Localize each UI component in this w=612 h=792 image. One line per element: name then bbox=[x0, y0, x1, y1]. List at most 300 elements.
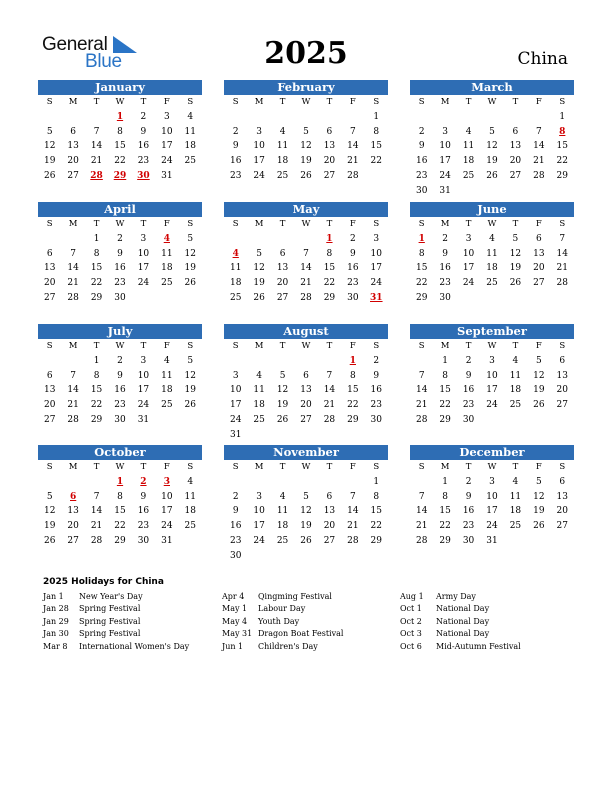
calendar-day: 6 bbox=[303, 370, 309, 381]
calendar-day: 16 bbox=[347, 263, 359, 274]
calendar-day: 27 bbox=[43, 292, 56, 303]
day-grid bbox=[38, 460, 202, 549]
weekday-label: T bbox=[326, 462, 333, 472]
calendar-day: 14 bbox=[347, 141, 359, 152]
calendar-day: 22 bbox=[370, 156, 382, 167]
weekday-label: T bbox=[512, 462, 519, 472]
holiday-name: National Day bbox=[436, 629, 490, 639]
calendar-day: 26 bbox=[184, 400, 196, 411]
calendar-day: 26 bbox=[533, 521, 545, 532]
calendar-day: 25 bbox=[276, 170, 289, 181]
calendar-day: 30 bbox=[415, 185, 428, 196]
calendar-day: 4 bbox=[279, 491, 286, 502]
calendar-day: 8 bbox=[117, 491, 123, 502]
weekday-label: F bbox=[163, 97, 170, 107]
calendar-day: 19 bbox=[276, 400, 289, 411]
calendar-day: 22 bbox=[439, 400, 451, 411]
calendar-day: 4 bbox=[512, 476, 519, 487]
weekday-label: W bbox=[301, 97, 311, 107]
calendar-day: 29 bbox=[347, 414, 359, 425]
calendar-day: 23 bbox=[137, 521, 150, 532]
weekday-label: S bbox=[187, 97, 194, 107]
calendar-day: 3 bbox=[140, 355, 147, 366]
calendar-day: 8 bbox=[326, 248, 333, 259]
calendar-day: 9 bbox=[232, 506, 239, 517]
calendar-day: 7 bbox=[535, 126, 542, 137]
calendar-day: 11 bbox=[184, 126, 196, 137]
weekday-label: T bbox=[465, 462, 472, 472]
calendar-day: 10 bbox=[137, 248, 150, 259]
empty-day bbox=[341, 475, 364, 490]
calendar-day: 6 bbox=[559, 355, 566, 366]
calendar-day: 10 bbox=[370, 248, 382, 259]
calendar-day: 16 bbox=[229, 521, 242, 532]
calendar-day: 6 bbox=[326, 126, 333, 137]
calendar-day: 19 bbox=[43, 156, 56, 167]
weekday-label: M bbox=[68, 462, 78, 472]
calendar-day: 12 bbox=[276, 385, 289, 396]
calendar-day: 6 bbox=[559, 476, 566, 487]
calendar-day: 18 bbox=[161, 263, 173, 274]
calendar-day: 1 bbox=[373, 476, 380, 487]
calendar-day: 30 bbox=[462, 535, 475, 546]
calendar-day: 1 bbox=[93, 355, 100, 366]
calendar-day: 17 bbox=[253, 156, 265, 167]
calendar-day: 30 bbox=[439, 292, 451, 303]
holiday-day: 28 bbox=[90, 170, 103, 181]
calendar-day: 6 bbox=[279, 248, 286, 259]
calendar-day: 19 bbox=[43, 521, 56, 532]
calendar-day: 22 bbox=[556, 156, 568, 167]
calendar-day: 11 bbox=[486, 248, 498, 259]
calendar-day: 28 bbox=[533, 170, 545, 181]
calendar-day: 12 bbox=[43, 506, 56, 517]
page-title: 2025 bbox=[264, 36, 348, 71]
calendar-day: 10 bbox=[253, 506, 265, 517]
calendar-day: 27 bbox=[43, 414, 56, 425]
calendar-day: 28 bbox=[323, 414, 336, 425]
calendar-day: 23 bbox=[137, 156, 150, 167]
calendar-day: 5 bbox=[46, 126, 53, 137]
calendar-day: 7 bbox=[326, 370, 333, 381]
empty-day bbox=[38, 475, 61, 490]
month-header: November bbox=[224, 445, 388, 460]
calendar-day: 3 bbox=[373, 233, 380, 244]
calendar-day: 26 bbox=[486, 170, 498, 181]
calendar-day: 22 bbox=[439, 521, 451, 532]
holiday-row bbox=[222, 628, 343, 640]
weekday-label: S bbox=[418, 462, 425, 472]
calendar-day: 18 bbox=[509, 385, 522, 396]
weekday-label: W bbox=[301, 341, 311, 351]
calendar-day: 15 bbox=[370, 506, 382, 517]
day-grid bbox=[38, 339, 202, 428]
holiday-date: Oct 2 bbox=[400, 616, 422, 626]
calendar-day: 15 bbox=[556, 141, 568, 152]
calendar-day: 5 bbox=[535, 476, 542, 487]
calendar-day: 27 bbox=[556, 521, 568, 532]
empty-day bbox=[457, 110, 480, 125]
weekday-label: W bbox=[115, 97, 125, 107]
weekday-label: F bbox=[535, 219, 542, 229]
calendar-day: 11 bbox=[509, 370, 522, 381]
empty-day bbox=[61, 354, 84, 369]
calendar-day: 30 bbox=[370, 414, 382, 425]
calendar-day: 13 bbox=[509, 141, 522, 152]
month-header: February bbox=[224, 80, 388, 95]
weekday-label: S bbox=[46, 341, 53, 351]
calendar-day: 19 bbox=[300, 521, 312, 532]
calendar-day: 3 bbox=[442, 126, 448, 137]
weekday-label: W bbox=[115, 462, 125, 472]
calendar-day: 21 bbox=[556, 263, 568, 274]
calendar-day: 23 bbox=[462, 400, 475, 411]
empty-day bbox=[38, 354, 61, 369]
weekday-label: M bbox=[440, 219, 450, 229]
holiday-name: Qingming Festival bbox=[258, 592, 332, 601]
weekday-label: T bbox=[140, 219, 147, 229]
calendar-day: 13 bbox=[67, 506, 79, 517]
calendar-day: 26 bbox=[43, 535, 56, 546]
calendar-day: 15 bbox=[347, 385, 359, 396]
calendar-day: 17 bbox=[462, 263, 475, 274]
calendar-day: 25 bbox=[161, 278, 173, 289]
calendar-day: 16 bbox=[370, 385, 382, 396]
holiday-name: Children's Day bbox=[258, 641, 318, 651]
holiday-row bbox=[400, 628, 521, 640]
weekday-label: F bbox=[535, 97, 542, 107]
weekday-label: M bbox=[254, 219, 264, 229]
calendar-day: 8 bbox=[442, 370, 448, 381]
empty-day bbox=[318, 354, 341, 369]
calendar-day: 26 bbox=[184, 278, 196, 289]
calendar-day: 2 bbox=[373, 355, 380, 366]
calendar-day: 28 bbox=[347, 535, 359, 546]
calendar-day: 24 bbox=[137, 400, 150, 411]
calendar-day: 14 bbox=[323, 385, 336, 396]
calendar-day: 22 bbox=[114, 521, 126, 532]
weekday-label: F bbox=[349, 341, 356, 351]
weekday-label: M bbox=[440, 462, 450, 472]
calendar-day: 9 bbox=[442, 248, 448, 259]
calendar-day: 23 bbox=[462, 521, 475, 532]
calendar-day: 3 bbox=[489, 355, 495, 366]
calendar-day: 14 bbox=[415, 506, 428, 517]
month-header: August bbox=[224, 324, 388, 339]
weekday-label: W bbox=[301, 462, 311, 472]
calendar-day: 18 bbox=[253, 400, 265, 411]
holiday-row bbox=[222, 603, 343, 615]
calendar-day: 30 bbox=[462, 414, 475, 425]
calendar-day: 3 bbox=[465, 233, 472, 244]
weekday-label: T bbox=[465, 219, 472, 229]
calendar-day: 16 bbox=[462, 506, 475, 517]
calendar-day: 17 bbox=[137, 263, 150, 274]
calendar-day: 22 bbox=[114, 156, 126, 167]
weekday-label: W bbox=[115, 219, 125, 229]
weekday-label: T bbox=[512, 97, 519, 107]
calendar-day: 17 bbox=[439, 156, 451, 167]
calendar-day: 20 bbox=[300, 400, 312, 411]
month-header: May bbox=[224, 202, 388, 217]
holiday-name: National Day bbox=[436, 616, 490, 626]
empty-day bbox=[61, 475, 84, 490]
calendar-day: 6 bbox=[326, 491, 333, 502]
calendar-day: 30 bbox=[347, 292, 359, 303]
holiday-day: 1 bbox=[326, 233, 333, 244]
day-grid bbox=[224, 460, 388, 564]
weekday-label: T bbox=[279, 219, 286, 229]
holiday-date: Oct 1 bbox=[400, 604, 422, 614]
calendar-day: 13 bbox=[276, 263, 289, 274]
calendar-day: 25 bbox=[229, 292, 242, 303]
calendar-day: 10 bbox=[161, 491, 173, 502]
calendar-day: 16 bbox=[114, 263, 126, 274]
calendar-day: 27 bbox=[533, 278, 545, 289]
empty-day bbox=[247, 232, 270, 247]
calendar-day: 3 bbox=[163, 111, 170, 122]
holiday-row bbox=[43, 616, 189, 628]
weekday-label: F bbox=[535, 462, 542, 472]
holidays-title: 2025 Holidays for China bbox=[43, 577, 164, 587]
weekday-label: M bbox=[68, 341, 78, 351]
calendar-day: 10 bbox=[161, 126, 173, 137]
calendar-day: 16 bbox=[137, 141, 150, 152]
calendar-day: 4 bbox=[465, 126, 472, 137]
calendar-day: 11 bbox=[253, 385, 265, 396]
holiday-row bbox=[400, 603, 521, 615]
calendar-day: 11 bbox=[462, 141, 475, 152]
holiday-row bbox=[43, 591, 189, 603]
empty-day bbox=[433, 110, 456, 125]
calendar-day: 7 bbox=[303, 248, 309, 259]
calendar-day: 2 bbox=[465, 355, 472, 366]
day-grid bbox=[224, 95, 388, 184]
calendar-day: 25 bbox=[184, 521, 196, 532]
holiday-row bbox=[400, 591, 521, 603]
calendar-day: 12 bbox=[509, 248, 522, 259]
logo-blue-text: Blue bbox=[85, 51, 122, 72]
calendar-day: 24 bbox=[137, 278, 150, 289]
weekday-label: S bbox=[187, 462, 194, 472]
calendar-day: 25 bbox=[509, 400, 522, 411]
calendar-day: 17 bbox=[161, 506, 173, 517]
empty-day bbox=[247, 110, 270, 125]
day-grid bbox=[410, 95, 574, 199]
calendar-day: 6 bbox=[46, 370, 53, 381]
calendar-day: 1 bbox=[442, 355, 448, 366]
month-october bbox=[38, 445, 202, 549]
calendar-day: 5 bbox=[489, 126, 495, 137]
calendar-day: 7 bbox=[93, 126, 100, 137]
empty-day bbox=[38, 232, 61, 247]
weekday-label: T bbox=[93, 462, 100, 472]
holiday-day: 1 bbox=[418, 233, 425, 244]
holiday-name: Spring Festival bbox=[79, 616, 141, 626]
calendar-day: 17 bbox=[370, 263, 382, 274]
holiday-date: Jan 29 bbox=[43, 616, 69, 626]
calendar-day: 10 bbox=[439, 141, 451, 152]
calendar-day: 18 bbox=[184, 506, 196, 517]
calendar-day: 25 bbox=[462, 170, 475, 181]
calendar-day: 27 bbox=[276, 292, 289, 303]
calendar-day: 9 bbox=[418, 141, 425, 152]
empty-day bbox=[294, 354, 317, 369]
calendar-day: 28 bbox=[90, 535, 103, 546]
calendar-day: 5 bbox=[187, 355, 194, 366]
weekday-label: F bbox=[349, 97, 356, 107]
empty-day bbox=[271, 232, 294, 247]
calendar-day: 18 bbox=[462, 156, 475, 167]
month-header: July bbox=[38, 324, 202, 339]
calendar-day: 17 bbox=[161, 141, 173, 152]
calendar-day: 14 bbox=[90, 141, 103, 152]
empty-day bbox=[410, 354, 433, 369]
day-grid bbox=[38, 217, 202, 306]
month-header: September bbox=[410, 324, 574, 339]
calendar-day: 14 bbox=[67, 263, 79, 274]
calendar-day: 25 bbox=[253, 414, 265, 425]
empty-day bbox=[85, 475, 108, 490]
calendar-day: 24 bbox=[161, 521, 173, 532]
calendar-day: 29 bbox=[439, 535, 451, 546]
calendar-day: 31 bbox=[137, 414, 150, 425]
calendar-day: 15 bbox=[439, 385, 451, 396]
calendar-day: 20 bbox=[323, 521, 336, 532]
calendar-day: 18 bbox=[184, 141, 196, 152]
calendar-day: 21 bbox=[90, 521, 103, 532]
calendar-day: 3 bbox=[256, 126, 262, 137]
weekday-label: S bbox=[373, 97, 380, 107]
weekday-label: T bbox=[279, 97, 286, 107]
empty-day bbox=[410, 475, 433, 490]
calendar-day: 17 bbox=[253, 521, 265, 532]
country-label: China bbox=[517, 49, 568, 69]
calendar-day: 2 bbox=[232, 126, 239, 137]
calendar-day: 4 bbox=[187, 111, 194, 122]
weekday-label: S bbox=[418, 97, 425, 107]
empty-day bbox=[38, 110, 61, 125]
calendar-day: 19 bbox=[300, 156, 312, 167]
calendar-day: 10 bbox=[486, 370, 498, 381]
calendar-day: 7 bbox=[418, 491, 425, 502]
calendar-day: 19 bbox=[486, 156, 498, 167]
calendar-day: 30 bbox=[114, 414, 126, 425]
weekday-label: T bbox=[140, 97, 147, 107]
calendar-day: 29 bbox=[323, 292, 336, 303]
empty-day bbox=[527, 110, 550, 125]
month-march bbox=[410, 80, 574, 199]
calendar-day: 11 bbox=[161, 248, 173, 259]
day-grid bbox=[38, 95, 202, 184]
calendar-day: 2 bbox=[465, 476, 472, 487]
empty-day bbox=[224, 232, 247, 247]
calendar-day: 22 bbox=[90, 278, 103, 289]
calendar-day: 21 bbox=[415, 400, 428, 411]
weekday-label: T bbox=[512, 219, 519, 229]
day-grid bbox=[410, 339, 574, 428]
calendar-day: 8 bbox=[93, 248, 100, 259]
empty-day bbox=[294, 475, 317, 490]
calendar-day: 26 bbox=[253, 292, 265, 303]
calendar-day: 20 bbox=[276, 278, 289, 289]
calendar-day: 4 bbox=[489, 233, 495, 244]
month-header: October bbox=[38, 445, 202, 460]
calendar-day: 10 bbox=[229, 385, 242, 396]
calendar-day: 9 bbox=[117, 248, 123, 259]
calendar-day: 30 bbox=[114, 292, 126, 303]
weekday-label: T bbox=[326, 219, 333, 229]
weekday-label: S bbox=[418, 219, 425, 229]
month-may bbox=[224, 202, 388, 306]
holiday-name: Army Day bbox=[436, 592, 476, 601]
holiday-day: 6 bbox=[70, 491, 77, 502]
weekday-label: T bbox=[140, 462, 147, 472]
calendar-day: 7 bbox=[70, 248, 76, 259]
calendar-day: 2 bbox=[418, 126, 425, 137]
calendar-day: 9 bbox=[465, 491, 472, 502]
weekday-label: S bbox=[187, 219, 194, 229]
month-header: December bbox=[410, 445, 574, 460]
calendar-day: 31 bbox=[439, 185, 451, 196]
calendar-day: 8 bbox=[349, 370, 356, 381]
calendar-day: 12 bbox=[300, 141, 312, 152]
calendar-day: 25 bbox=[486, 278, 498, 289]
calendar-day: 4 bbox=[256, 370, 262, 381]
calendar-day: 20 bbox=[67, 521, 79, 532]
holiday-date: Apr 4 bbox=[222, 592, 245, 601]
calendar-day: 23 bbox=[229, 535, 242, 546]
calendar-day: 11 bbox=[161, 370, 173, 381]
calendar-day: 13 bbox=[323, 141, 336, 152]
calendar-day: 14 bbox=[300, 263, 312, 274]
calendar-day: 8 bbox=[117, 126, 123, 137]
holiday-date: May 4 bbox=[222, 616, 248, 626]
calendar-day: 10 bbox=[486, 491, 498, 502]
calendar-day: 28 bbox=[347, 170, 359, 181]
calendar-day: 21 bbox=[323, 400, 336, 411]
calendar-day: 25 bbox=[184, 156, 196, 167]
empty-day bbox=[224, 475, 247, 490]
weekday-label: S bbox=[232, 97, 239, 107]
calendar-day: 19 bbox=[533, 506, 545, 517]
holiday-day: 3 bbox=[163, 476, 170, 487]
empty-day bbox=[247, 354, 270, 369]
calendar-day: 29 bbox=[114, 535, 126, 546]
weekday-label: T bbox=[465, 341, 472, 351]
calendar-day: 29 bbox=[90, 292, 103, 303]
calendar-day: 31 bbox=[486, 535, 498, 546]
holiday-day: 4 bbox=[232, 248, 239, 259]
calendar-day: 18 bbox=[276, 521, 289, 532]
calendar-day: 1 bbox=[442, 476, 448, 487]
calendar-day: 18 bbox=[509, 506, 522, 517]
day-grid bbox=[224, 217, 388, 306]
calendar-day: 21 bbox=[67, 278, 79, 289]
weekday-label: M bbox=[254, 97, 264, 107]
weekday-label: W bbox=[301, 219, 311, 229]
calendar-day: 7 bbox=[349, 491, 356, 502]
month-header: March bbox=[410, 80, 574, 95]
calendar-day: 18 bbox=[486, 263, 498, 274]
calendar-day: 1 bbox=[373, 111, 380, 122]
weekday-label: S bbox=[46, 462, 53, 472]
calendar-day: 4 bbox=[163, 355, 170, 366]
calendar-day: 9 bbox=[117, 370, 123, 381]
calendar-day: 2 bbox=[140, 111, 147, 122]
calendar-day: 17 bbox=[137, 385, 150, 396]
calendar-day: 13 bbox=[323, 506, 336, 517]
